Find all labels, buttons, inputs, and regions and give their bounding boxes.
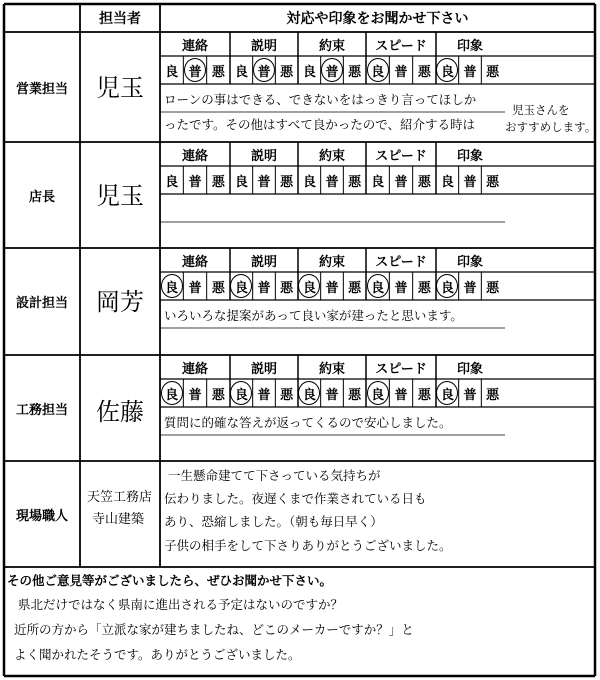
rating-option[interactable]: 悪 (211, 64, 225, 80)
rating-option[interactable]: 良 (302, 64, 316, 80)
category-label: スピード (375, 148, 427, 164)
rating-option[interactable]: 普 (463, 280, 477, 296)
staff-comment-line: ローンの事はできる、できないをはっきり言ってほしか (164, 92, 477, 107)
rating-option[interactable]: 普 (463, 174, 477, 190)
rating-option[interactable]: 普 (394, 280, 408, 296)
rating-option[interactable]: 良 (440, 174, 454, 190)
rating-option[interactable]: 普 (257, 280, 271, 296)
other-line-2: 近所の方から「立派な家が建ちましたね、どこのメーカーですか？」と (14, 622, 414, 637)
staff-comment-line: ったです。その他はすべて良かったので、紹介する時は (164, 117, 476, 132)
selected-rating-mark (161, 274, 183, 298)
rating-option[interactable]: 良 (440, 64, 454, 80)
staff-comment-line: 質問に的確な答えが返ってくるので安心しました。 (164, 415, 452, 430)
rating-option[interactable]: 普 (325, 64, 339, 80)
other-question: その他ご意見等がございましたら、ぜひお聞かせ下さい。 (7, 573, 333, 588)
rating-option[interactable]: 良 (440, 280, 454, 296)
other-line-1: 県北だけではなく県南に進出される予定はないのですか？ (18, 597, 344, 612)
rating-option[interactable]: 悪 (486, 174, 500, 190)
rating-option[interactable]: 普 (257, 387, 271, 403)
rating-option[interactable]: 普 (325, 387, 339, 403)
rating-option[interactable]: 良 (234, 280, 248, 296)
side-note-line: おすすめします。 (505, 120, 597, 134)
role-2: 設計担当 (15, 296, 68, 311)
category-label: 説明 (250, 148, 277, 164)
selected-rating-mark (184, 58, 206, 82)
craft-comment-line-4: 子供の相手をして下さりありがとうございました。 (164, 538, 452, 553)
rating-option[interactable]: 普 (188, 174, 202, 190)
rating-option[interactable]: 良 (234, 174, 248, 190)
category-label: 印象 (456, 361, 483, 377)
craft-comment-line-2: 伝わりました。夜遅くまで作業されている日も (164, 491, 427, 506)
selected-rating-mark (367, 381, 389, 405)
role-0: 営業担当 (15, 81, 68, 97)
rating-option[interactable]: 悪 (417, 174, 431, 190)
category-label: 連絡 (181, 38, 208, 54)
rating-option[interactable]: 悪 (280, 174, 294, 190)
category-label: 説明 (250, 38, 277, 54)
header-question: 対応や印象をお聞かせ下さい (286, 11, 469, 27)
rating-option[interactable]: 良 (440, 387, 454, 403)
category-label: 説明 (250, 361, 277, 377)
role-3: 工務担当 (15, 402, 68, 418)
rating-option[interactable]: 良 (302, 174, 316, 190)
rating-option[interactable]: 良 (302, 280, 316, 296)
rating-option[interactable]: 良 (234, 64, 248, 80)
selected-rating-mark (161, 381, 183, 405)
role-1: 店長 (28, 189, 55, 205)
category-label: 説明 (250, 254, 277, 270)
rating-option[interactable]: 悪 (486, 387, 500, 403)
rating-option[interactable]: 悪 (348, 280, 362, 296)
role-craft: 現場職人 (15, 508, 68, 524)
category-label: 連絡 (181, 254, 208, 270)
rating-option[interactable]: 普 (394, 64, 408, 80)
rating-option[interactable]: 悪 (486, 64, 500, 80)
rating-option[interactable]: 普 (394, 387, 408, 403)
rating-option[interactable]: 悪 (211, 174, 225, 190)
rating-option[interactable]: 普 (257, 64, 271, 80)
rating-option[interactable]: 良 (371, 174, 385, 190)
rating-option[interactable]: 悪 (280, 280, 294, 296)
rating-option[interactable]: 普 (463, 64, 477, 80)
rating-option[interactable]: 良 (371, 280, 385, 296)
rating-option[interactable]: 悪 (417, 387, 431, 403)
rating-option[interactable]: 良 (165, 387, 179, 403)
category-label: 印象 (456, 38, 483, 54)
rating-option[interactable]: 普 (188, 64, 202, 80)
category-label: 印象 (456, 254, 483, 270)
category-label: スピード (375, 361, 427, 377)
category-label: 約束 (318, 38, 345, 54)
staff-name-3: 佐藤 (96, 398, 144, 426)
side-note-line: 児玉さんを (512, 103, 570, 117)
rating-option[interactable]: 悪 (280, 387, 294, 403)
rating-option[interactable]: 悪 (417, 64, 431, 80)
rating-option[interactable]: 悪 (348, 64, 362, 80)
category-label: スピード (375, 38, 427, 54)
category-label: 約束 (318, 254, 345, 270)
category-label: 連絡 (181, 361, 208, 377)
category-label: スピード (375, 254, 427, 270)
staff-name-0: 児玉 (96, 74, 144, 102)
category-label: 印象 (456, 148, 483, 164)
rating-option[interactable]: 悪 (211, 387, 225, 403)
selected-rating-mark (321, 58, 343, 82)
rating-option[interactable]: 悪 (348, 387, 362, 403)
other-line-3: よく聞かれたそうです。ありがとうございました。 (14, 647, 301, 662)
rating-option[interactable]: 普 (394, 174, 408, 190)
selected-rating-mark (367, 274, 389, 298)
selected-rating-mark (253, 58, 275, 82)
rating-option[interactable]: 悪 (280, 64, 294, 80)
rating-option[interactable]: 良 (371, 387, 385, 403)
rating-option[interactable]: 悪 (417, 280, 431, 296)
category-label: 約束 (318, 148, 345, 164)
staff-comment-line: いろいろな提案があって良い家が建ったと思います。 (164, 308, 463, 323)
rating-option[interactable]: 普 (463, 387, 477, 403)
rating-option[interactable]: 悪 (348, 174, 362, 190)
craft-comment-line-3: あり、恐縮しました。（朝も毎日早く） (164, 514, 383, 529)
rating-option[interactable]: 良 (165, 64, 179, 80)
rating-option[interactable]: 悪 (211, 280, 225, 296)
rating-option[interactable]: 良 (371, 64, 385, 80)
rating-option[interactable]: 普 (188, 387, 202, 403)
category-label: 連絡 (181, 148, 208, 164)
header-tantousha: 担当者 (99, 11, 141, 27)
selected-rating-mark (367, 58, 389, 82)
craft-comment-line-1: 一生懸命建てて下さっている気持ちが (168, 468, 381, 483)
rating-option[interactable]: 普 (325, 174, 339, 190)
rating-option[interactable]: 良 (165, 174, 179, 190)
rating-option[interactable]: 悪 (486, 280, 500, 296)
rating-option[interactable]: 普 (325, 280, 339, 296)
staff-name-2: 岡芳 (96, 288, 144, 316)
category-label: 約束 (318, 361, 345, 377)
staff-name-1: 児玉 (96, 182, 144, 210)
rating-option[interactable]: 普 (257, 174, 271, 190)
craft-name-line-1: 天笠工務店 (87, 490, 153, 505)
rating-option[interactable]: 良 (234, 387, 248, 403)
rating-option[interactable]: 良 (165, 280, 179, 296)
rating-option[interactable]: 良 (302, 387, 316, 403)
rating-option[interactable]: 普 (188, 280, 202, 296)
craft-name-line-2: 寺山建築 (92, 512, 145, 527)
